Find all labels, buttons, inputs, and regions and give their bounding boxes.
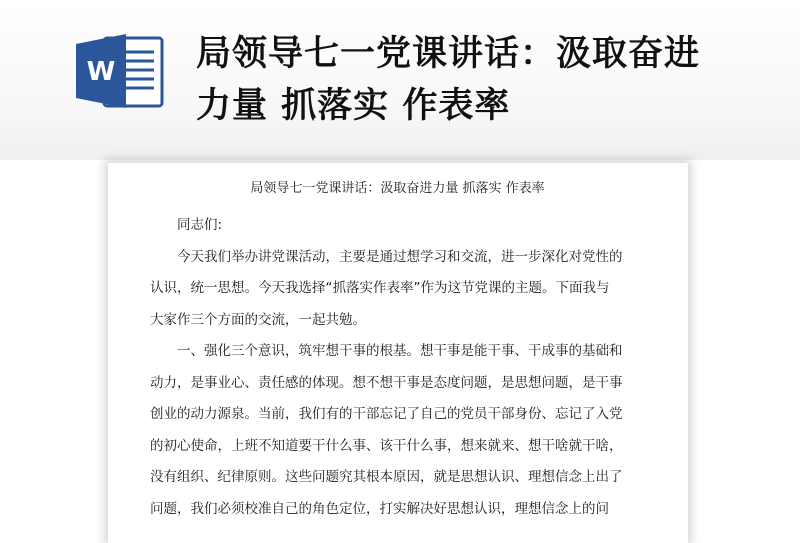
text-line: 大家作三个方面的交流，一起共勉。	[150, 311, 366, 328]
title-line-2: 力量 抓落实 作表率	[196, 86, 511, 126]
text-line: 的初心使命，上班不知道要干什么事、该干什么事，想来就来、想干啥就干啥，	[150, 437, 623, 454]
document-title	[196, 28, 776, 132]
svg-text:W: W	[86, 57, 116, 87]
text-line: 问题，我们必须校准自己的角色定位，打实解决好思想认识，理想信念上的问	[150, 500, 609, 517]
text-line: 今天我们举办讲党课活动，主要是通过想学习和交流，进一步深化对党性的	[177, 248, 623, 265]
text-line: 创业的动力源泉。当前，我们有的干部忘记了自己的党员干部身份、忘记了入党	[150, 406, 623, 422]
document-heading: 局领导七一党课讲话：汲取奋进力量 抓落实 作表率	[250, 181, 545, 196]
title-line-1: 局领导七一党课讲话：汲取奋进	[196, 34, 701, 74]
text-line: 动力，是事业心、责任感的体现。想不想干事是态度问题，是思想问题，是干事	[150, 374, 623, 391]
header-banner	[0, 0, 800, 160]
text-line: 没有组织、纪律原则。这些问题究其根本原因，就是思想认识、理想信念上出了	[150, 469, 623, 485]
text-line: 同志们:	[177, 217, 223, 233]
word-document-icon	[74, 30, 164, 112]
text-line: 认识，统一思想。今天我选择“抓落实作表率”作为这节党课的主题。下面我与	[150, 280, 610, 296]
text-line: 一、强化三个意识，筑牢想干事的根基。想干事是能干事、干成事的基础和	[177, 343, 623, 359]
document-body	[150, 178, 645, 525]
